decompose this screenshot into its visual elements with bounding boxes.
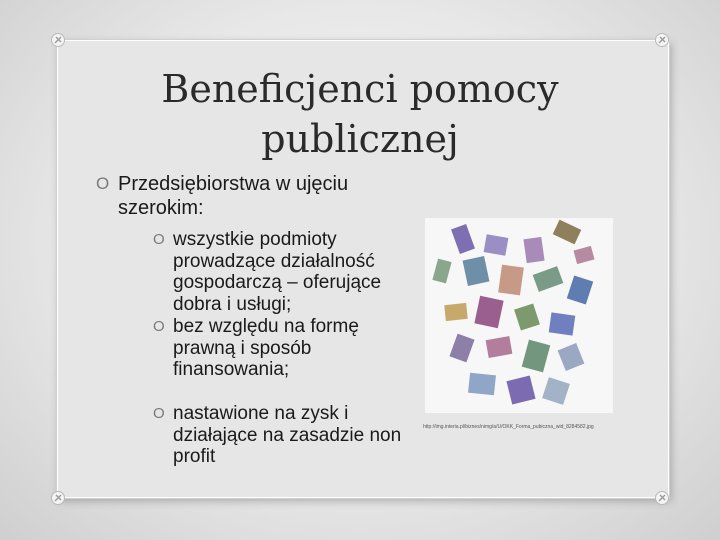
pushpin-icon (50, 32, 66, 48)
sub-bullet-1 (153, 229, 413, 315)
sub-bullet-text: wszystkie podmioty prowadzące działalność gospodarczą – oferujące dobra i usługi; (173, 229, 382, 315)
sub-bullet-text: bez względu na formę prawną i sposób finansowania; (173, 316, 359, 380)
bullet-text: Przedsiębiorstwa w ujęciu szerokim: (118, 173, 349, 219)
title-line-2: publicznej (261, 117, 459, 161)
bullet-marker: O (153, 318, 165, 335)
title-line-1: Beneficjenci pomocy (161, 67, 559, 111)
sub-bullet-text: nastawione na zysk i działające na zasadzie non profit (173, 403, 402, 467)
bullet-marker: O (96, 174, 110, 193)
bullet-main (96, 172, 418, 220)
banknotes-image (425, 218, 613, 413)
bullet-marker: O (153, 231, 165, 248)
sub-bullet-3 (153, 403, 413, 468)
bullet-marker: O (153, 405, 165, 422)
pushpin-icon (50, 490, 66, 506)
pushpin-icon (654, 32, 670, 48)
pushpin-icon (654, 490, 670, 506)
slide-title (120, 64, 600, 164)
sub-bullet-2 (153, 316, 413, 381)
image-caption: http://img.interia.pl/biznes/nimg/a/U/OKK_Forma_pubiczna_wid_8284582.jpg (423, 424, 594, 430)
